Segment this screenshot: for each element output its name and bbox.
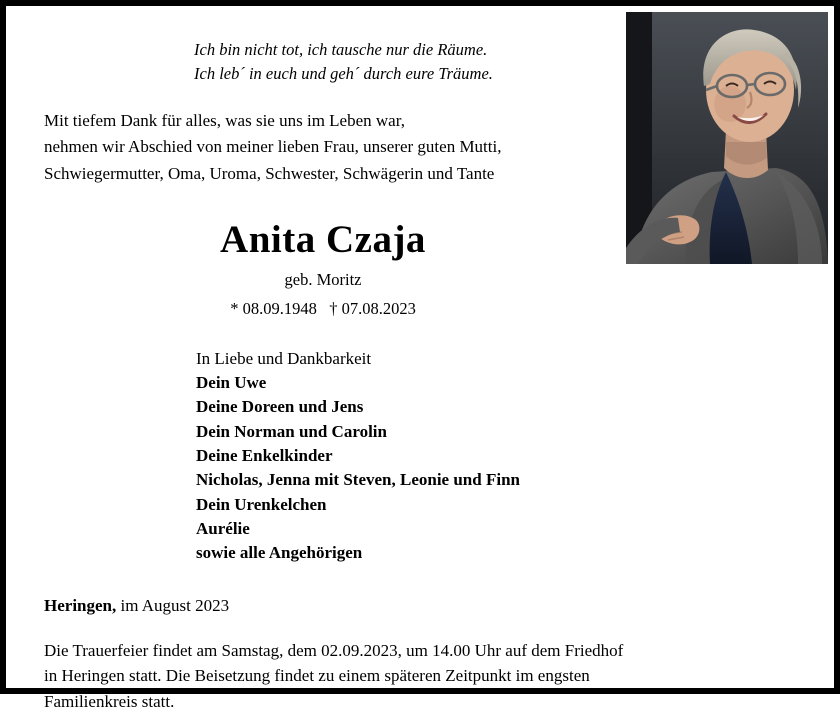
intro-line-3: Schwiegermutter, Oma, Uroma, Schwester, Schwägerin und Tante — [44, 163, 495, 183]
closing-line-2: in Heringen statt. Die Beisetzung findet zu einem späteren Zeitpunkt im engsten — [44, 666, 590, 686]
place-date: im August 2023 — [116, 595, 230, 615]
verse-line-2: Ich leb´ in euch und geh´ durch eure Träume. — [194, 63, 493, 83]
place-town: Heringen, — [44, 595, 117, 615]
maiden-name: geb. Moritz — [284, 269, 362, 289]
closing-line-3: Familienkreis statt. — [44, 691, 175, 711]
intro-line-2: nehmen wir Abschied von meiner lieben Frau, unserer guten Mutti, — [44, 137, 502, 157]
portrait-illustration — [626, 12, 828, 264]
life-dates: * 08.09.1948 † 07.08.2023 — [230, 298, 416, 318]
closing-block — [44, 638, 784, 714]
family-member: Dein Uwe — [196, 373, 267, 393]
family-member: sowie alle Angehörigen — [196, 543, 363, 563]
family-block — [196, 347, 802, 566]
family-member: Dein Urenkelchen — [196, 494, 327, 514]
family-member: Aurélie — [196, 518, 250, 538]
family-member: Dein Norman und Carolin — [196, 421, 387, 441]
family-lead: In Liebe und Dankbarkeit — [196, 348, 372, 368]
family-member: Deine Enkelkinder — [196, 446, 333, 466]
intro-line-1: Mit tiefem Dank für alles, was sie uns im Leben war, — [44, 110, 405, 130]
deceased-name: Anita Czaja — [220, 217, 426, 261]
portrait-photo — [626, 12, 828, 264]
place-and-date — [44, 596, 802, 616]
closing-line-1: Die Trauerfeier findet am Samstag, dem 02.09.2023, um 14.00 Uhr auf dem Friedhof — [44, 640, 624, 660]
family-member: Deine Doreen und Jens — [196, 397, 364, 417]
family-member: Nicholas, Jenna mit Steven, Leonie und Finn — [196, 470, 520, 490]
verse-line-1: Ich bin nicht tot, ich tausche nur die Räume. — [194, 40, 488, 59]
